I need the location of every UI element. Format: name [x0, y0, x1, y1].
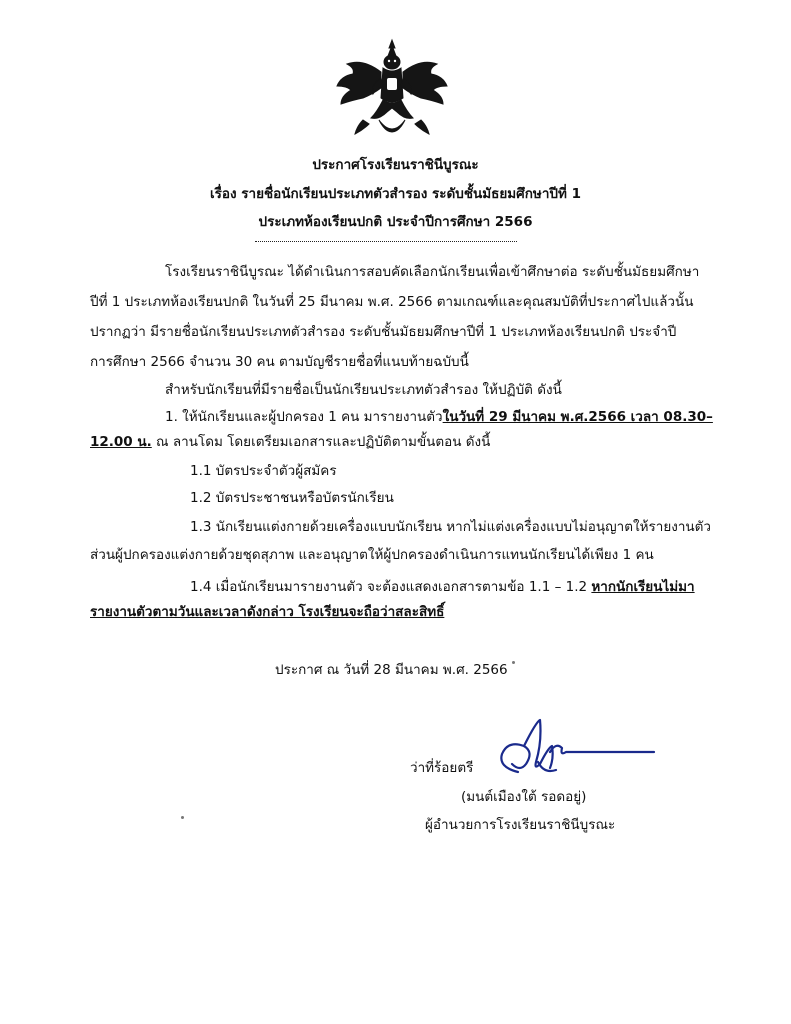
item1-line2: [90, 432, 490, 452]
signer-rank: ว่าที่ร้อยตรี: [410, 760, 474, 776]
item1-1: 1.1 บัตรประจำตัวผู้สมัคร: [190, 463, 337, 479]
item1-4-line1: [190, 577, 695, 597]
para1-line1: โรงเรียนราชินีบูรณะ ได้ดำเนินการสอบคัดเลือกนักเรียนเพื่อเข้าศึกษาต่อ ระดับชั้นมัธยมศึกษา: [165, 264, 700, 280]
para1-line2: ปีที่ 1 ประเภทห้องเรียนปกติ ในวันที่ 25 มีนาคม พ.ศ. 2566 ตามเกณฑ์และคุณสมบัติที่ประกาศไปแล้วนั้น: [90, 294, 694, 310]
item1-4-prefix: 1.4 เมื่อนักเรียนมารายงานตัว จะต้องแสดงเอกสารตามข้อ 1.1 – 1.2: [190, 579, 592, 595]
garuda-emblem-icon: [333, 38, 451, 146]
item1-line1: [165, 407, 713, 427]
item1-2: 1.2 บัตรประชาชนหรือบัตรนักเรียน: [190, 490, 394, 506]
signature-mark: [478, 712, 658, 787]
item1-prefix: 1. ให้นักเรียนและผู้ปกครอง 1 คน มารายงานตัว: [165, 409, 443, 425]
para2-instructions: สำหรับนักเรียนที่มีรายชื่อเป็นนักเรียนประเภทตัวสำรอง ให้ปฏิบัติ ดังนี้: [165, 382, 562, 398]
item1-date-time-emphasis: ในวันที่ 29 มีนาคม พ.ศ.2566 เวลา 08.30–: [442, 409, 713, 425]
para1-line4: การศึกษา 2566 จำนวน 30 คน ตามบัญชีรายชื่อที่แนบท้ายฉบับนี้: [90, 354, 469, 370]
scan-speck: [512, 661, 515, 664]
item1-4-forfeit-warning-a: หากนักเรียนไม่มา: [591, 579, 695, 595]
signer-name: (มนต์เมืองใต้ รอดอยู่): [461, 789, 587, 805]
item1-3-line1: 1.3 นักเรียนแต่งกายด้วยเครื่องแบบนักเรียน หากไม่แต่งเครื่องแบบไม่อนุญาตให้รายงานตัว: [190, 519, 711, 535]
signer-position: ผู้อำนวยการโรงเรียนราชินีบูรณะ: [425, 817, 616, 833]
announcement-class-type: ประเภทห้องเรียนปกติ ประจำปีการศึกษา 2566: [258, 214, 533, 230]
announcement-org-title: ประกาศโรงเรียนราชินีบูรณะ: [312, 157, 479, 173]
item1-3-line2: ส่วนผู้ปกครองแต่งกายด้วยชุดสุภาพ และอนุญาตให้ผู้ปกครองดำเนินการแทนนักเรียนได้เพียง 1 คน: [90, 547, 654, 563]
announce-date: ประกาศ ณ วันที่ 28 มีนาคม พ.ศ. 2566: [275, 662, 508, 678]
scan-speck: [181, 816, 184, 819]
announcement-subject: เรื่อง รายชื่อนักเรียนประเภทตัวสำรอง ระดับชั้นมัธยมศึกษาปีที่ 1: [210, 186, 581, 202]
item1-location: ณ ลานโดม โดยเตรียมเอกสารและปฏิบัติตามขั้นตอน ดังนี้: [151, 434, 491, 450]
item1-time-end: 12.00 น.: [90, 434, 152, 450]
item1-4-forfeit-warning-b: รายงานตัวตามวันและเวลาดังกล่าว โรงเรียนจะถือว่าสละสิทธิ์: [90, 604, 445, 620]
dotted-divider: [255, 241, 517, 242]
para1-line3: ปรากฏว่า มีรายชื่อนักเรียนประเภทตัวสำรอง ระดับชั้นมัธยมศึกษาปีที่ 1 ประเภทห้องเรียนปกติ ประจำปี: [90, 324, 677, 340]
